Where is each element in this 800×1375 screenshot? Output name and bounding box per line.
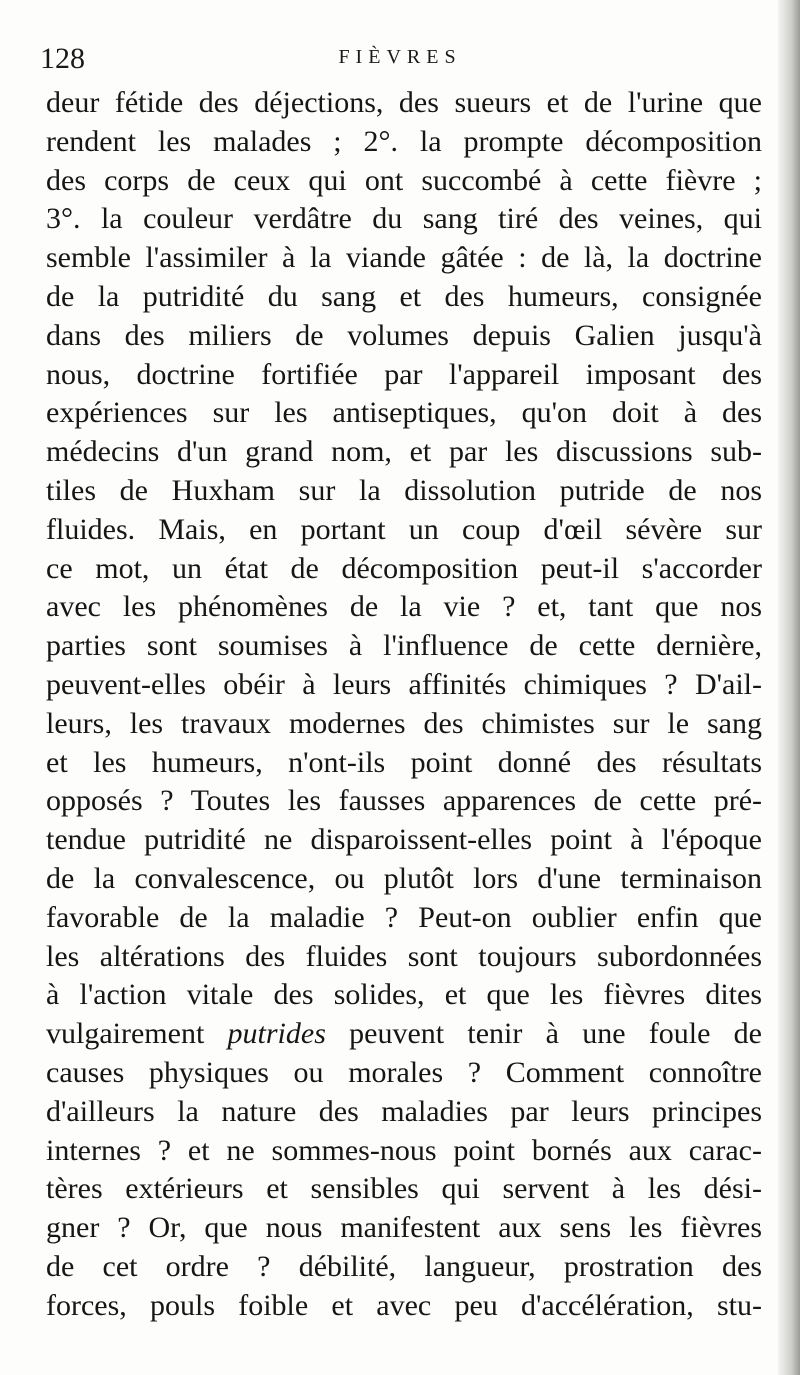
page-header — [40, 38, 760, 78]
text-line: deur fétide des déjections, des sueurs et de l'urine que — [46, 86, 762, 119]
text-line: tendue putridité ne disparoissent-elles point à l'époque — [46, 823, 762, 857]
text-line: tiles de Huxham sur la dissolution putride de nos — [46, 473, 762, 507]
text-line: leurs, les travaux modernes des chimistes sur le sang — [46, 706, 762, 740]
text-line: les altérations des fluides sont toujours subordonnées — [46, 939, 762, 973]
page-edge-shadow — [778, 0, 800, 1375]
text-segment: vulgairement — [46, 1017, 228, 1051]
running-title: FIÈVRES — [338, 46, 462, 68]
text-line: fluides. Mais, en portant un coup d'œil sévère sur — [46, 512, 762, 546]
text-line: rendent les malades ; 2°. la prompte décomposition — [46, 124, 762, 158]
text-line: parties sont soumises à l'influence de cette dernière, — [46, 629, 762, 663]
text-line: à l'action vitale des solides, et que les fièvres dites — [46, 978, 762, 1012]
text-line: opposés ? Toutes les fausses apparences de cette pré- — [46, 784, 762, 818]
text-line: expériences sur les antiseptiques, qu'on doit à des — [46, 396, 762, 430]
text-line: 3°. la couleur verdâtre du sang tiré des veines, qui — [46, 202, 762, 236]
page-number: 128 — [40, 42, 85, 75]
text-line: dans des miliers de volumes depuis Galien jusqu'à — [46, 318, 762, 352]
text-line: d'ailleurs la nature des maladies par leurs principes — [46, 1094, 762, 1128]
body-text — [46, 84, 762, 1326]
text-line: ce mot, un état de décomposition peut-il s'accorder — [46, 551, 762, 585]
text-line-with-italic — [46, 1015, 762, 1054]
text-segment: peuvent tenir à une foule de — [325, 1017, 762, 1051]
italic-word: putrides — [227, 1017, 326, 1051]
text-line: nous, doctrine fortifiée par l'appareil imposant des — [46, 357, 762, 391]
text-line: forces, pouls foible et avec peu d'accélération, stu- — [46, 1288, 762, 1322]
text-line: tères extérieurs et sensibles qui servent à les dési- — [46, 1172, 762, 1206]
text-line: favorable de la maladie ? Peut-on oublier enfin que — [46, 900, 762, 934]
text-line: médecins d'un grand nom, et par les discussions sub- — [46, 435, 762, 469]
text-line: semble l'assimiler à la viande gâtée : de là, la doctrine — [46, 241, 762, 275]
text-line: avec les phénomènes de la vie ? et, tant que nos — [46, 590, 762, 624]
text-line: peuvent-elles obéir à leurs affinités chimiques ? D'ail- — [46, 667, 762, 701]
text-line: de la convalescence, ou plutôt lors d'une terminaison — [46, 861, 762, 895]
text-line: gner ? Or, que nous manifestent aux sens les fièvres — [46, 1211, 762, 1245]
text-line: causes physiques ou morales ? Comment connoître — [46, 1055, 762, 1089]
text-line: des corps de ceux qui ont succombé à cette fièvre ; — [46, 163, 762, 197]
text-line: de cet ordre ? débilité, langueur, prostration des — [46, 1249, 762, 1283]
text-line: et les humeurs, n'ont-ils point donné des résultats — [46, 745, 762, 779]
text-line: internes ? et ne sommes-nous point bornés aux carac- — [46, 1133, 762, 1167]
text-line: de la putridité du sang et des humeurs, consignée — [46, 279, 762, 313]
